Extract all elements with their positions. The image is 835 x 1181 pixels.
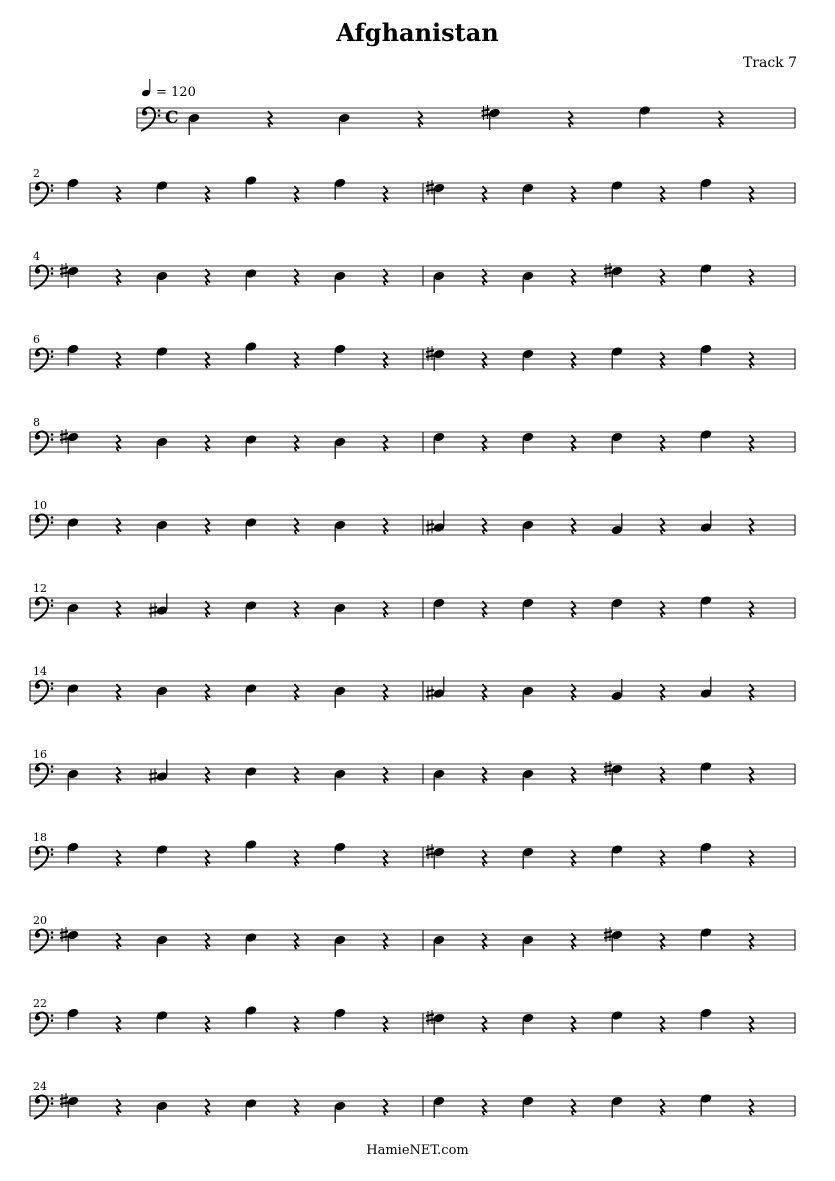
note xyxy=(60,927,79,952)
note xyxy=(611,180,624,202)
rest xyxy=(572,601,576,617)
rest xyxy=(384,518,388,534)
note xyxy=(156,520,169,542)
rest xyxy=(661,850,665,866)
bass-clef-icon xyxy=(34,431,53,455)
rest xyxy=(750,767,754,783)
note xyxy=(700,178,713,200)
note xyxy=(433,432,446,454)
rest xyxy=(384,684,388,700)
rest xyxy=(572,684,576,700)
bass-clef-icon xyxy=(34,846,53,870)
measure-number: 2 xyxy=(33,167,40,180)
staff-system xyxy=(30,416,795,459)
note xyxy=(334,344,347,366)
rest xyxy=(295,933,299,949)
note xyxy=(433,769,446,791)
rest xyxy=(117,1016,121,1032)
rest xyxy=(384,1016,388,1032)
note xyxy=(60,263,79,288)
rest xyxy=(483,601,487,617)
note xyxy=(700,842,713,864)
rest xyxy=(206,601,210,617)
note xyxy=(245,175,258,197)
note xyxy=(700,511,713,533)
rest xyxy=(750,933,754,949)
note xyxy=(67,1008,80,1030)
note xyxy=(334,271,347,293)
note xyxy=(245,932,258,954)
measure-number: 4 xyxy=(33,250,40,263)
bass-clef-icon xyxy=(34,763,53,787)
note xyxy=(700,263,713,285)
rest xyxy=(661,767,665,783)
note xyxy=(638,105,651,127)
note xyxy=(67,683,80,705)
bass-clef-icon xyxy=(34,182,53,206)
rest xyxy=(572,518,576,534)
rest xyxy=(572,933,576,949)
note xyxy=(522,686,535,708)
note xyxy=(426,346,445,371)
note xyxy=(700,429,713,451)
bass-clef-icon xyxy=(34,597,53,621)
rest xyxy=(750,1016,754,1032)
note xyxy=(156,935,169,957)
note xyxy=(522,432,535,454)
bass-clef-icon xyxy=(34,265,53,289)
note xyxy=(156,180,169,202)
note xyxy=(522,520,535,542)
note xyxy=(426,180,445,205)
note xyxy=(604,263,623,288)
note xyxy=(334,178,347,200)
rest xyxy=(483,767,487,783)
note xyxy=(522,847,535,869)
measure-number: 12 xyxy=(33,582,47,595)
footer-credit: HamieNET.com xyxy=(366,1143,469,1158)
rest xyxy=(750,601,754,617)
note xyxy=(334,686,347,708)
measure-number: 8 xyxy=(33,416,40,429)
note xyxy=(700,344,713,366)
note xyxy=(522,1013,535,1035)
note xyxy=(245,683,258,705)
note xyxy=(188,113,201,135)
note xyxy=(522,1096,535,1118)
note xyxy=(156,271,169,293)
note xyxy=(156,437,169,459)
note xyxy=(149,594,168,618)
track-label: Track 7 xyxy=(742,55,797,71)
note xyxy=(334,1101,347,1123)
bass-clef-icon xyxy=(34,348,53,372)
rest xyxy=(750,684,754,700)
note xyxy=(604,927,623,952)
rest xyxy=(295,684,299,700)
rest xyxy=(483,1016,487,1032)
staff-system xyxy=(30,914,795,957)
rest xyxy=(750,518,754,534)
note xyxy=(245,268,258,290)
rest xyxy=(117,850,121,866)
time-signature-icon: C xyxy=(165,108,179,128)
sharp-icon xyxy=(426,686,434,701)
note xyxy=(156,346,169,368)
note xyxy=(67,603,80,625)
rest xyxy=(661,518,665,534)
bass-clef-icon xyxy=(141,107,160,131)
measure-number: 10 xyxy=(33,499,47,512)
note xyxy=(338,113,351,135)
note xyxy=(156,1010,169,1032)
bass-clef-icon xyxy=(34,680,53,704)
note xyxy=(522,935,535,957)
note xyxy=(67,178,80,200)
note xyxy=(67,517,80,539)
tempo-value: = 120 xyxy=(156,85,196,100)
rest xyxy=(295,1016,299,1032)
note xyxy=(700,1093,713,1115)
note xyxy=(611,679,624,701)
rest xyxy=(483,684,487,700)
note xyxy=(522,349,535,371)
note xyxy=(611,513,624,535)
note xyxy=(611,432,624,454)
note xyxy=(334,1008,347,1030)
rest xyxy=(384,933,388,949)
note xyxy=(245,766,258,788)
note xyxy=(522,598,535,620)
rest xyxy=(117,767,121,783)
rest xyxy=(206,518,210,534)
bass-clef-icon xyxy=(34,929,53,953)
note xyxy=(156,686,169,708)
rest xyxy=(661,601,665,617)
note xyxy=(433,598,446,620)
rest xyxy=(483,933,487,949)
note xyxy=(60,1093,79,1118)
rest xyxy=(384,601,388,617)
note xyxy=(334,842,347,864)
note xyxy=(611,598,624,620)
rest xyxy=(572,767,576,783)
rest xyxy=(483,518,487,534)
rest xyxy=(661,684,665,700)
note xyxy=(245,434,258,456)
note xyxy=(334,769,347,791)
measure-number: 16 xyxy=(33,748,47,761)
rest xyxy=(295,518,299,534)
rest xyxy=(206,1016,210,1032)
note xyxy=(245,600,258,622)
rest xyxy=(117,933,121,949)
note xyxy=(60,429,79,454)
rest xyxy=(206,767,210,783)
rest xyxy=(661,933,665,949)
bass-clef-icon xyxy=(34,514,53,538)
rest xyxy=(384,850,388,866)
note xyxy=(245,1005,258,1027)
note xyxy=(433,1096,446,1118)
rest xyxy=(483,850,487,866)
measure-number: 20 xyxy=(33,914,47,927)
measure-number: 22 xyxy=(33,997,47,1010)
measure-number: 14 xyxy=(33,665,47,678)
sharp-icon xyxy=(149,603,157,618)
note xyxy=(156,1101,169,1123)
staff-system xyxy=(137,79,795,135)
rest xyxy=(661,1016,665,1032)
note xyxy=(611,1010,624,1032)
note xyxy=(334,437,347,459)
rest xyxy=(117,684,121,700)
note xyxy=(700,761,713,783)
note xyxy=(604,761,623,786)
rest xyxy=(206,933,210,949)
note xyxy=(426,1010,445,1035)
note xyxy=(156,844,169,866)
note xyxy=(67,769,80,791)
note xyxy=(700,927,713,949)
rest xyxy=(750,850,754,866)
staff-system xyxy=(30,333,795,372)
rest xyxy=(117,518,121,534)
note xyxy=(426,511,445,535)
staff-system xyxy=(30,499,795,542)
staff-system xyxy=(30,665,795,708)
note xyxy=(482,105,501,130)
staff-system xyxy=(30,997,795,1036)
measure-number: 24 xyxy=(33,1080,47,1093)
staff-system xyxy=(30,831,795,870)
rest xyxy=(295,601,299,617)
rest xyxy=(117,601,121,617)
note xyxy=(522,183,535,205)
rest xyxy=(295,850,299,866)
staff-system xyxy=(30,1080,795,1123)
rest xyxy=(206,684,210,700)
note xyxy=(67,344,80,366)
note xyxy=(611,844,624,866)
note xyxy=(334,520,347,542)
rest xyxy=(572,850,576,866)
note xyxy=(334,603,347,625)
sharp-icon xyxy=(426,520,434,535)
note xyxy=(433,271,446,293)
note xyxy=(245,1098,258,1120)
note xyxy=(334,935,347,957)
measure-number: 18 xyxy=(33,831,47,844)
rest xyxy=(206,850,210,866)
rest xyxy=(295,767,299,783)
note xyxy=(522,271,535,293)
rest xyxy=(384,767,388,783)
bass-clef-icon xyxy=(34,1095,53,1119)
staff-system xyxy=(30,748,795,791)
tempo-marking xyxy=(141,79,196,100)
note xyxy=(426,844,445,869)
bass-clef-icon xyxy=(34,1012,53,1036)
note xyxy=(611,346,624,368)
staff-system xyxy=(30,167,795,206)
note xyxy=(245,839,258,861)
sharp-icon xyxy=(149,769,157,784)
staff-system xyxy=(30,250,795,293)
note xyxy=(149,760,168,784)
note xyxy=(245,341,258,363)
note xyxy=(700,1008,713,1030)
measure-number: 6 xyxy=(33,333,40,346)
note xyxy=(700,595,713,617)
note xyxy=(433,935,446,957)
note xyxy=(700,677,713,699)
staff-system xyxy=(30,582,795,625)
song-title: Afghanistan xyxy=(336,18,499,47)
note xyxy=(67,842,80,864)
note xyxy=(245,517,258,539)
note xyxy=(426,677,445,701)
note xyxy=(611,1096,624,1118)
note xyxy=(522,769,535,791)
rest xyxy=(572,1016,576,1032)
